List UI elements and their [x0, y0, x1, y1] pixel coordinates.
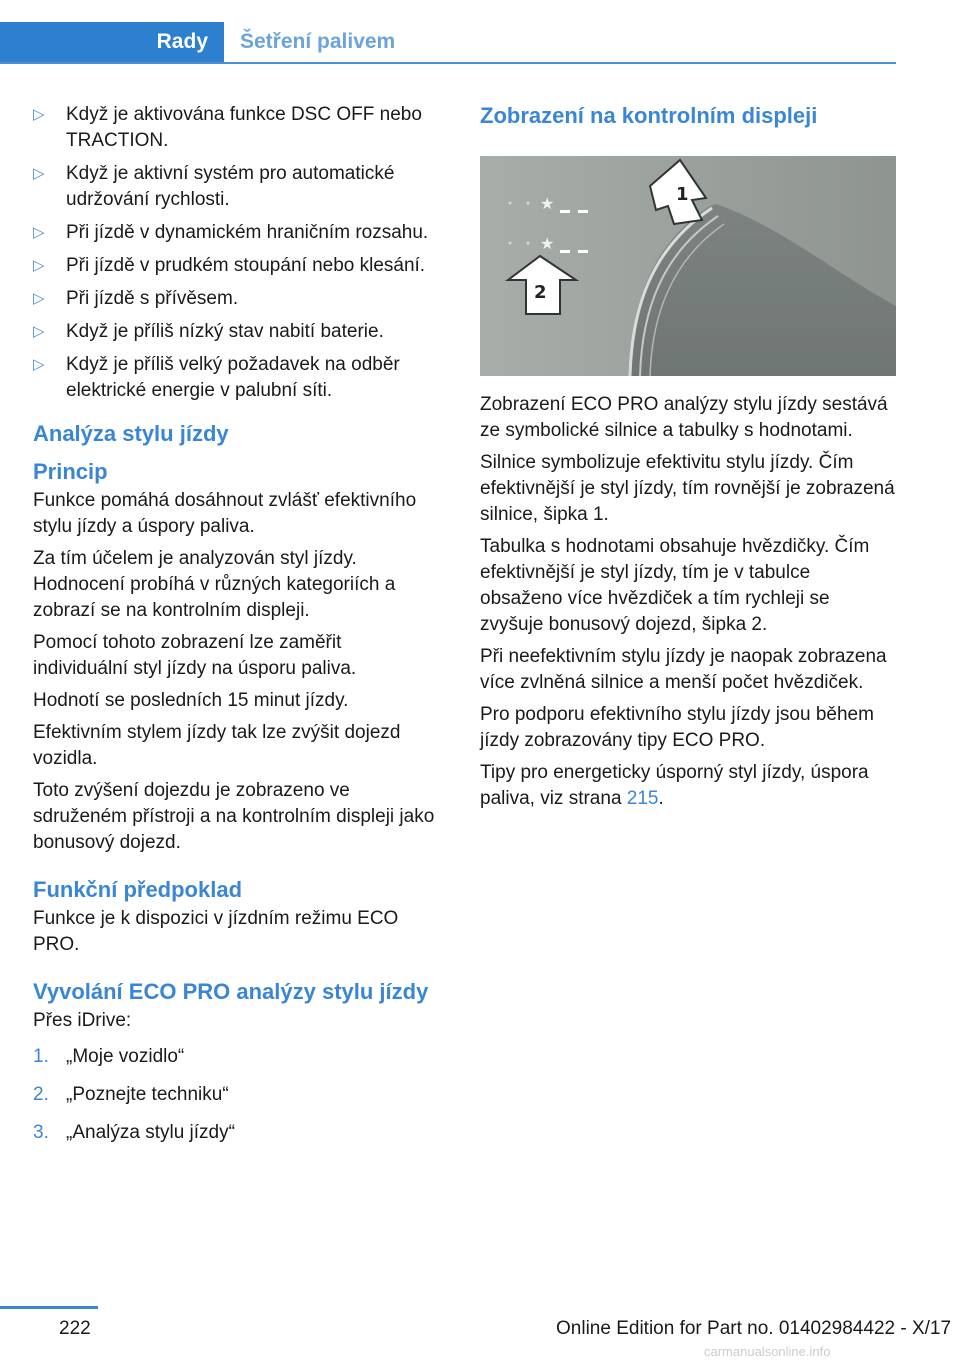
tab-rady[interactable]: Rady	[0, 22, 224, 62]
triangle-bullet-icon: ▷	[33, 356, 45, 373]
heading-analysis: Analýza stylu jízdy	[33, 421, 229, 446]
watermark: carmanualsonline.info	[704, 1344, 831, 1359]
right-column	[480, 102, 896, 818]
paragraph: Funkce je k dispozici v jízdním režimu ECO PRO.	[33, 908, 399, 955]
list-item: 2. „Poznejte techniku“	[33, 1084, 229, 1105]
star-icon: ★	[540, 194, 555, 213]
list-item: 1. „Moje vozidlo“	[33, 1046, 185, 1067]
svg-text:1: 1	[676, 184, 689, 205]
list-item: ▷ Při jízdě v prudkém stoupání nebo klesání.	[33, 253, 441, 279]
paragraph: Zobrazení ECO PRO analýzy stylu jízdy sestává ze symbolické silnice a tabulky s hodnotami.	[480, 394, 888, 441]
subheading-principle: Princip	[33, 459, 108, 484]
star-icon: ★	[540, 234, 555, 253]
triangle-bullet-icon: ▷	[33, 257, 45, 274]
paragraph: Pomocí tohoto zobrazení lze zaměřit individuální styl jízdy na úsporu paliva.	[33, 632, 357, 679]
condition-list	[33, 102, 441, 404]
list-item: ▷ Když je aktivní systém pro automatické udržování rychlosti.	[33, 163, 395, 210]
edition-text: Online Edition for Part no. 01402984422 - X/17	[556, 1318, 952, 1339]
paragraph: Pro podporu efektivního stylu jízdy jsou během jízdy zobrazovány tipy ECO PRO.	[480, 704, 874, 751]
svg-text:2: 2	[534, 282, 547, 303]
eco-pro-display-figure	[480, 156, 896, 376]
heading-display: Zobrazení na kontrolním displeji	[480, 103, 818, 128]
triangle-bullet-icon: ▷	[33, 165, 45, 182]
paragraph: Přes iDrive:	[33, 1010, 132, 1031]
paragraph-with-link: Tipy pro energeticky úsporný styl jízdy, úspora paliva, viz strana 215.	[480, 762, 869, 809]
paragraph: Efektivním stylem jízdy tak lze zvýšit dojezd vozidla.	[33, 722, 401, 769]
list-item: 3. „Analýza stylu jízdy“	[33, 1122, 235, 1143]
paragraph: Silnice symbolizuje efektivitu stylu jízdy. Čím efektivnější je styl jízdy, tím rovnější je zobrazená silnice, šipka 1.	[480, 452, 895, 525]
paragraph: Hodnotí se posledních 15 minut jízdy.	[33, 690, 349, 711]
eco-pro-display-illustration	[480, 156, 896, 376]
list-item: ▷ Když je příliš velký požadavek na odběr elektrické energie v palubní síti.	[33, 354, 400, 401]
list-item: ▷ Při jízdě s přívěsem.	[33, 286, 441, 312]
page-number: 222	[59, 1318, 91, 1339]
list-item: ▷ Když je příliš nízký stav nabití baterie.	[33, 319, 441, 345]
header-bar	[0, 22, 896, 64]
paragraph: Za tím účelem je analyzován styl jízdy. Hodnocení probíhá v různých kategoriích a zobrazí se na kontrolním displeji.	[33, 548, 396, 621]
paragraph: Toto zvýšení dojezdu je zobrazeno ve sdruženém přístroji a na kontrolním displeji jako bonusový dojezd.	[33, 780, 435, 853]
left-column	[33, 102, 441, 1158]
footer-line	[0, 1306, 98, 1309]
steps-list	[33, 1044, 441, 1146]
subheading-requirement: Funkční předpoklad	[33, 877, 243, 902]
list-item: ▷ Při jízdě v dynamickém hraničním rozsahu.	[33, 220, 441, 246]
page-link[interactable]: 215	[626, 788, 659, 809]
triangle-bullet-icon: ▷	[33, 106, 45, 123]
triangle-bullet-icon: ▷	[33, 224, 45, 241]
paragraph: Funkce pomáhá dosáhnout zvlášť efektivního stylu jízdy a úspory paliva.	[33, 490, 417, 537]
triangle-bullet-icon: ▷	[33, 323, 45, 340]
triangle-bullet-icon: ▷	[33, 290, 45, 307]
tab-section-title[interactable]: Šetření palivem	[240, 30, 396, 53]
paragraph: Tabulka s hodnotami obsahuje hvězdičky. Čím efektivnější je styl jízdy, tím je v tabulce obsaženo více hvězdiček a tím rychleji se zvyšuje bonusový dojezd, šipka 2.	[480, 536, 870, 635]
list-item: ▷ Když je aktivována funkce DSC OFF nebo TRACTION.	[33, 104, 422, 151]
paragraph: Při neefektivním stylu jízdy je naopak zobrazena více zvlněná silnice a menší počet hvězdiček.	[480, 646, 887, 693]
subheading-call: Vyvolání ECO PRO analýzy stylu jízdy	[33, 979, 429, 1004]
